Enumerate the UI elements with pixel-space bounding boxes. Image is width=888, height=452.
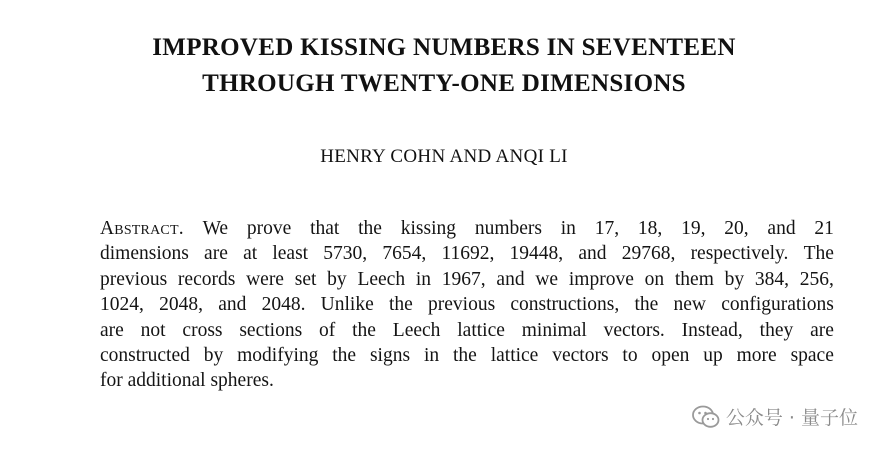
abstract-word: 21 bbox=[814, 218, 834, 239]
abstract-word: and bbox=[578, 243, 607, 265]
abstract-word: 2048. bbox=[261, 294, 306, 316]
abstract-word: constructed bbox=[100, 345, 190, 367]
abstract-word: 19448, bbox=[509, 243, 564, 265]
abstract-word: vectors. bbox=[603, 319, 665, 341]
abstract-word: the bbox=[388, 294, 413, 316]
abstract-word: and bbox=[218, 294, 247, 316]
abstract-word: Leech bbox=[357, 268, 406, 290]
abstract-word: they bbox=[759, 319, 794, 341]
abstract-word: least bbox=[272, 243, 309, 265]
abstract-word: 7654, bbox=[382, 243, 427, 265]
paper-title-line-1: IMPROVED KISSING NUMBERS IN SEVENTEEN bbox=[152, 34, 736, 61]
abstract-word: 1024, bbox=[100, 294, 144, 316]
abstract-word: not bbox=[140, 319, 166, 341]
abstract-word: of bbox=[319, 319, 336, 341]
abstract-line bbox=[100, 216, 834, 241]
abstract-word: in bbox=[415, 268, 432, 290]
abstract-word: are bbox=[100, 319, 124, 341]
abstract-word: prove bbox=[246, 218, 292, 239]
abstract-word: Leech bbox=[392, 319, 441, 341]
abstract-word: the bbox=[358, 218, 382, 239]
abstract-word: are bbox=[810, 319, 834, 341]
paper-title-line-2: THROUGH TWENTY-ONE DIMENSIONS bbox=[202, 70, 686, 97]
watermark bbox=[692, 403, 858, 430]
abstract-word: constructions, bbox=[510, 294, 620, 316]
abstract-word: 2048, bbox=[159, 294, 203, 316]
abstract-word: previous bbox=[428, 294, 496, 316]
abstract-word: modifying bbox=[237, 345, 319, 367]
abstract-word: the bbox=[352, 319, 376, 341]
abstract-word: lattice bbox=[457, 319, 505, 341]
watermark-text: 公众号 · 量子位 bbox=[725, 407, 858, 429]
abstract-word: minimal bbox=[521, 319, 587, 341]
abstract-word: 11692, bbox=[441, 243, 495, 265]
abstract-word: cross bbox=[182, 319, 223, 341]
abstract-line bbox=[100, 343, 834, 368]
abstract-word: in bbox=[423, 345, 440, 367]
abstract-word: them bbox=[674, 268, 714, 290]
abstract-label: Abstract. bbox=[100, 218, 184, 239]
abstract-word: respectively. bbox=[690, 243, 789, 265]
abstract-line bbox=[100, 292, 834, 317]
abstract-word: 384, bbox=[754, 268, 790, 290]
abstract-word: configurations bbox=[721, 294, 834, 316]
paper-title bbox=[0, 30, 888, 102]
abstract-word: Unlike bbox=[320, 294, 374, 316]
abstract-word: are bbox=[204, 243, 228, 265]
abstract-word: The bbox=[803, 243, 834, 265]
abstract-line bbox=[100, 241, 834, 266]
abstract-word: vectors bbox=[552, 345, 609, 367]
abstract-word: Instead, bbox=[681, 319, 743, 341]
abstract-word: the bbox=[332, 345, 357, 367]
abstract-word: 18, bbox=[637, 218, 663, 239]
abstract-word: and bbox=[767, 218, 796, 239]
abstract-word: 19, bbox=[681, 218, 706, 239]
abstract-word: that bbox=[310, 218, 340, 239]
abstract-word: by bbox=[327, 268, 347, 290]
abstract-word: space bbox=[790, 345, 834, 367]
abstract-word: We bbox=[202, 218, 229, 239]
abstract-word: signs bbox=[369, 345, 411, 367]
abstract-word: 1967, bbox=[441, 268, 486, 290]
abstract-word: set bbox=[294, 268, 317, 290]
abstract-word: were bbox=[246, 268, 284, 290]
abstract-word: by bbox=[203, 345, 224, 367]
abstract-word: previous bbox=[100, 268, 168, 290]
paper-authors: HENRY COHN AND ANQI LI bbox=[320, 146, 568, 167]
abstract-word: lattice bbox=[490, 345, 539, 367]
abstract-word: open bbox=[651, 345, 690, 367]
abstract-word: 5730, bbox=[323, 243, 368, 265]
abstract-word: up bbox=[703, 345, 723, 367]
abstract-word: 17, bbox=[594, 218, 620, 239]
abstract-word: numbers bbox=[474, 218, 542, 239]
abstract-word: and bbox=[496, 268, 525, 290]
abstract-word: 256, bbox=[799, 268, 834, 290]
abstract-word: kissing bbox=[400, 218, 457, 239]
abstract-word: more bbox=[736, 345, 777, 367]
wechat-icon bbox=[692, 405, 720, 429]
abstract-line bbox=[100, 318, 834, 343]
abstract bbox=[100, 216, 834, 394]
abstract-word: dimensions bbox=[100, 243, 189, 265]
abstract-word: records bbox=[177, 268, 236, 290]
abstract-word: 20, bbox=[724, 218, 749, 239]
abstract-word: at bbox=[243, 243, 258, 265]
abstract-word: the bbox=[634, 294, 659, 316]
abstract-word: sections bbox=[239, 319, 303, 341]
abstract-word: 29768, bbox=[621, 243, 676, 265]
abstract-line bbox=[100, 267, 834, 292]
abstract-word: we bbox=[535, 268, 559, 290]
abstract-word: in bbox=[560, 218, 576, 239]
abstract-word: on bbox=[644, 268, 665, 290]
abstract-word: by bbox=[724, 268, 745, 290]
abstract-line: for additional spheres. bbox=[100, 370, 274, 392]
abstract-word: to bbox=[622, 345, 638, 367]
abstract-word: improve bbox=[568, 268, 634, 290]
abstract-word: the bbox=[453, 345, 477, 367]
abstract-word: new bbox=[673, 294, 706, 316]
